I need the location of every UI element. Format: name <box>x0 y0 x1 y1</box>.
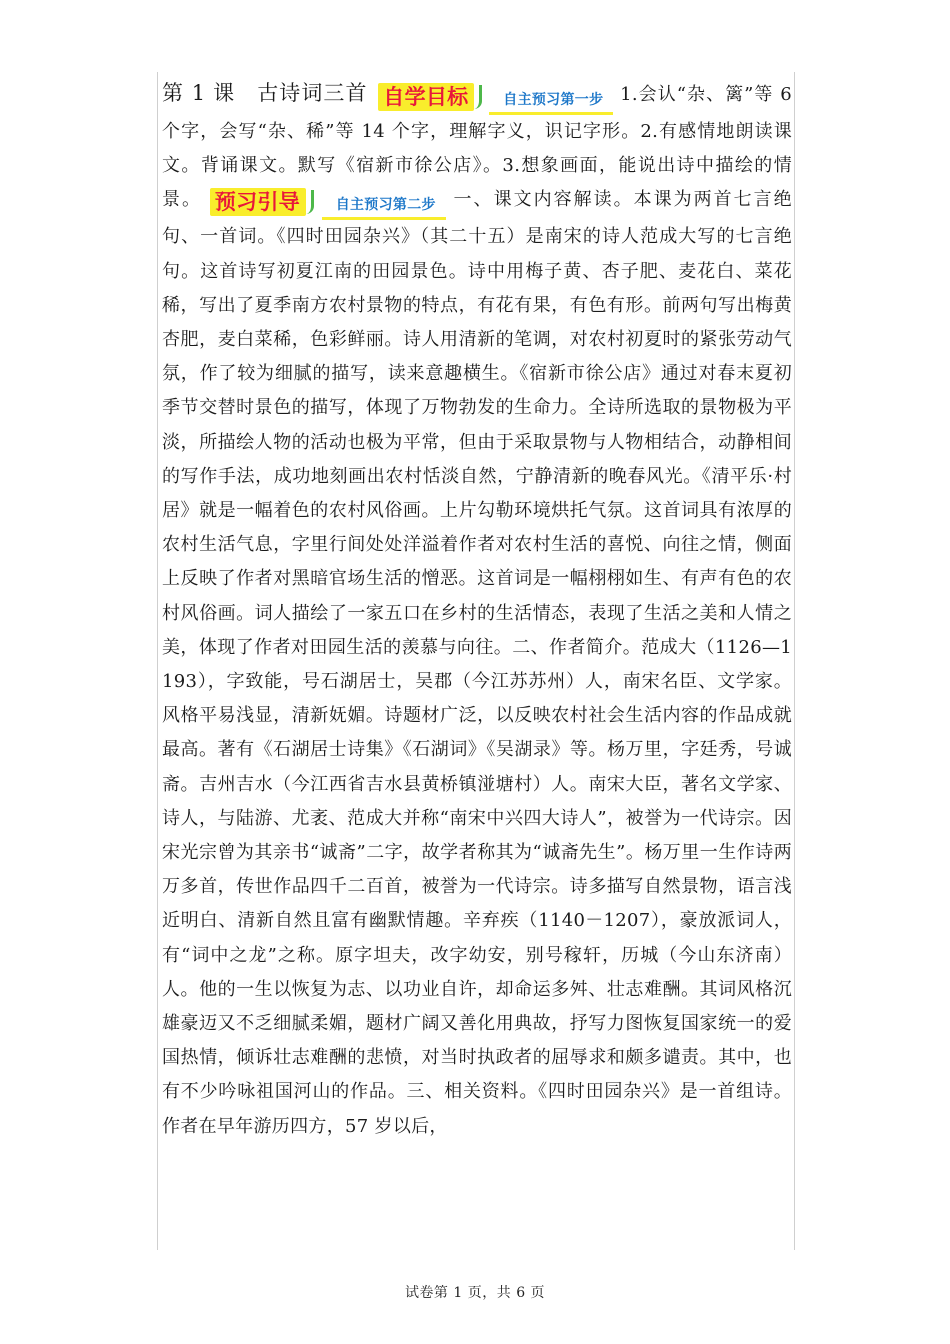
goals-text: 1.会认“杂、篱”等 6 个字，会写“杂、稀”等 14 个字，理解字义，识记字形。2.有感情地朗读课文。背诵课文。默写《宿新市徐公店》。3.想象画面，能说出诗中描绘的情景。 <box>162 84 792 211</box>
goal-badge: 自学目标 <box>378 83 474 111</box>
guide-badge: 预习引导 <box>210 188 306 216</box>
guide-text: 一、课文内容解读。本课为两首七言绝句、一首词。《四时田园杂兴》（其二十五）是南宋的诗人范成大写的七言绝句。这首诗写初夏江南的田园景色。诗中用梅子黄、杏子肥、麦花白、菜花稀，写出了夏季南方农村景物的特点，有花有果，有色有形。前两句写出梅黄杏肥，麦白菜稀，色彩鲜丽。诗人用清新的笔调，对农村初夏时的紧张劳动气氛，作了较为细腻的描写，读来意趣横生。《宿新市徐公店》通过对春末夏初季节交替时景色的描写，体现了万物勃发的生命力。全诗所选取的景物极为平淡，所描绘人物的活动也极为平常，但由于采取景物与人物相结合，动静相间的写作手法，成功地刻画出农村恬淡自然，宁静清新的晚春风光。《清平乐·村居》就是一幅着色的农村风俗画。上片勾勒环境烘托气氛。这首词具有浓厚的农村生活气息，字里行间处处洋溢着作者对农村生活的喜悦、向往之情，侧面上反映了作者对黑暗官场生活的憎恶。这首词是一幅栩栩如生、有声有色的农村风俗画。词人描绘了一家五口在乡村的生活情态，表现了生活之美和人情之美，体现了作者对田园生活的羡慕与向往。二、作者简介。范成大（1126—1193），字致能，号石湖居士，吴郡（今江苏苏州）人，南宋名臣、文学家。风格平易浅显，清新妩媚。诗题材广泛，以反映农村社会生活内容的作品成就最高。著有《石湖居士诗集》《石湖词》《吴湖录》等。杨万里，字廷秀，号诚斋。吉州吉水（今江西省吉水县黄桥镇湴塘村）人。南宋大臣，著名文学家、诗人，与陆游、尤袤、范成大并称“南宋中兴四大诗人”，被誉为一代诗宗。因宋光宗曾为其亲书“诚斋”二字，故学者称其为“诚斋先生”。杨万里一生作诗两万多首，传世作品四千二百首，被誉为一代诗宗。诗多描写自然景物，语言浅近明白、清新自然且富有幽默情趣。辛弃疾（1140－1207），豪放派词人，有“词中之龙”之称。原字坦夫，改字幼安，别号稼轩，历城（今山东济南）人。他的一生以恢复为志、以功业自许，却命运多舛、壮志难酬。其词风格沉雄豪迈又不乏细腻柔媚，题材广阔又善化用典故，抒写力图恢复国家统一的爱国热情，倾诉壮志难酬的悲愤，对当时执政者的屈辱求和颇多谴责。其中，也有不少吟咏祖国河山的作品。三、相关资料。《四时田园杂兴》是一首组诗。作者在早年游历四方，57 岁以后， <box>162 189 792 1137</box>
document-body <box>162 76 792 1144</box>
step1-badge: 自主预习第一步 <box>489 88 613 115</box>
step2-badge: 自主预习第二步 <box>322 193 446 220</box>
lesson-title: 第 1 课 古诗词三首 <box>162 81 368 105</box>
page-footer: 试卷第 1 页，共 6 页 <box>404 1285 546 1301</box>
